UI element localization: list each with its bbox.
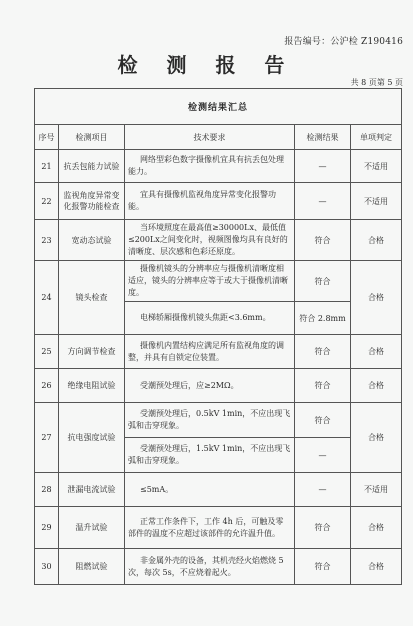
row-item: 宽动态试验 xyxy=(59,220,125,261)
row-requirement: 摄像机镜头的分辨率应与摄像机清晰度相适应，镜头的分辨率应等于或大于摄像机清晰度。 xyxy=(125,261,295,302)
report-number: 报告编号：公沪检 Z190416 xyxy=(284,37,403,47)
row-verdict: 合格 xyxy=(351,403,402,473)
row-verdict: 合格 xyxy=(351,220,402,261)
row-result: 符合 xyxy=(295,549,351,585)
col-header-no: 序号 xyxy=(35,125,59,150)
table-row xyxy=(35,369,402,403)
row-result: 符合 xyxy=(295,403,351,438)
row-requirement: 非金属外壳的设备，其机壳经火焰燃烧 5 次，每次 5s，不应烧着起火。 xyxy=(125,549,295,585)
row-no: 30 xyxy=(35,549,59,585)
table-row xyxy=(35,261,402,302)
table-row xyxy=(35,403,402,438)
row-verdict: 不适用 xyxy=(351,183,402,220)
row-item: 绝缘电阻试验 xyxy=(59,369,125,403)
row-requirement: 正常工作条件下，工作 4h 后，可触及零部件的温度不应超过该部件的允许温升值。 xyxy=(125,507,295,549)
table-row xyxy=(35,150,402,183)
table-caption: 检测结果汇总 xyxy=(35,89,402,125)
table-row xyxy=(35,220,402,261)
row-no: 29 xyxy=(35,507,59,549)
row-requirement: 网络型彩色数字摄像机宜具有抗丢包处理能力。 xyxy=(125,150,295,183)
row-item: 泄漏电流试验 xyxy=(59,473,125,507)
row-item: 方向调节检查 xyxy=(59,335,125,369)
row-verdict: 不适用 xyxy=(351,473,402,507)
row-result: — xyxy=(295,183,351,220)
col-header-requirement: 技术要求 xyxy=(125,125,295,150)
row-result: 符合 xyxy=(295,507,351,549)
row-requirement: 当环境照度在最高值≥30000Lx、最低值≤200Lx之间变化时，视频图像均具有良好的清晰度、层次感和色彩还原度。 xyxy=(125,220,295,261)
results-table xyxy=(34,88,402,585)
table-row xyxy=(35,507,402,549)
row-item: 抗丢包能力试验 xyxy=(59,150,125,183)
page-info: 共 8 页第 5 页 xyxy=(350,78,403,87)
row-result: 符合 xyxy=(295,220,351,261)
row-verdict: 合格 xyxy=(351,549,402,585)
row-result: 符合 xyxy=(295,261,351,302)
row-verdict: 合格 xyxy=(351,335,402,369)
row-item: 镜头检查 xyxy=(59,261,125,335)
row-no: 22 xyxy=(35,183,59,220)
row-verdict: 合格 xyxy=(351,507,402,549)
col-header-verdict: 单项判定 xyxy=(351,125,402,150)
row-item: 温升试验 xyxy=(59,507,125,549)
row-requirement: 受潮预处理后，应≥2MΩ。 xyxy=(125,369,295,403)
table-row xyxy=(35,549,402,585)
row-result: 符合 2.8mm xyxy=(295,302,351,335)
row-no: 28 xyxy=(35,473,59,507)
row-verdict: 不适用 xyxy=(351,150,402,183)
row-no: 23 xyxy=(35,220,59,261)
row-result: 符合 xyxy=(295,369,351,403)
row-result: — xyxy=(295,438,351,473)
row-result: — xyxy=(295,473,351,507)
col-header-item: 检测项目 xyxy=(59,125,125,150)
row-requirement: 摄像机内置结构应满足所有监视角度的调整，并具有自锁定位装置。 xyxy=(125,335,295,369)
row-result: — xyxy=(295,150,351,183)
row-verdict: 合格 xyxy=(351,261,402,335)
table-row xyxy=(35,473,402,507)
page-title: 检 测 报 告 xyxy=(117,53,296,77)
row-no: 24 xyxy=(35,261,59,335)
table-row xyxy=(35,335,402,369)
row-no: 26 xyxy=(35,369,59,403)
row-verdict: 合格 xyxy=(351,369,402,403)
row-no: 21 xyxy=(35,150,59,183)
row-requirement: 电梯轿厢摄像机镜头焦距<3.6mm。 xyxy=(125,302,295,335)
row-requirement: 受潮预处理后，1.5kV 1min，不应出现飞弧和击穿现象。 xyxy=(125,438,295,473)
row-item: 监视角度异常变化报警功能检查 xyxy=(59,183,125,220)
row-requirement: 宜具有摄像机监视角度异常变化报警功能。 xyxy=(125,183,295,220)
row-requirement: ≤5mA。 xyxy=(125,473,295,507)
row-item: 抗电强度试验 xyxy=(59,403,125,473)
row-no: 27 xyxy=(35,403,59,473)
table-row xyxy=(35,183,402,220)
col-header-result: 检测结果 xyxy=(295,125,351,150)
row-requirement: 受潮预处理后，0.5kV 1min，不应出现飞弧和击穿现象。 xyxy=(125,403,295,438)
row-item: 阻燃试验 xyxy=(59,549,125,585)
row-result: 符合 xyxy=(295,335,351,369)
row-no: 25 xyxy=(35,335,59,369)
